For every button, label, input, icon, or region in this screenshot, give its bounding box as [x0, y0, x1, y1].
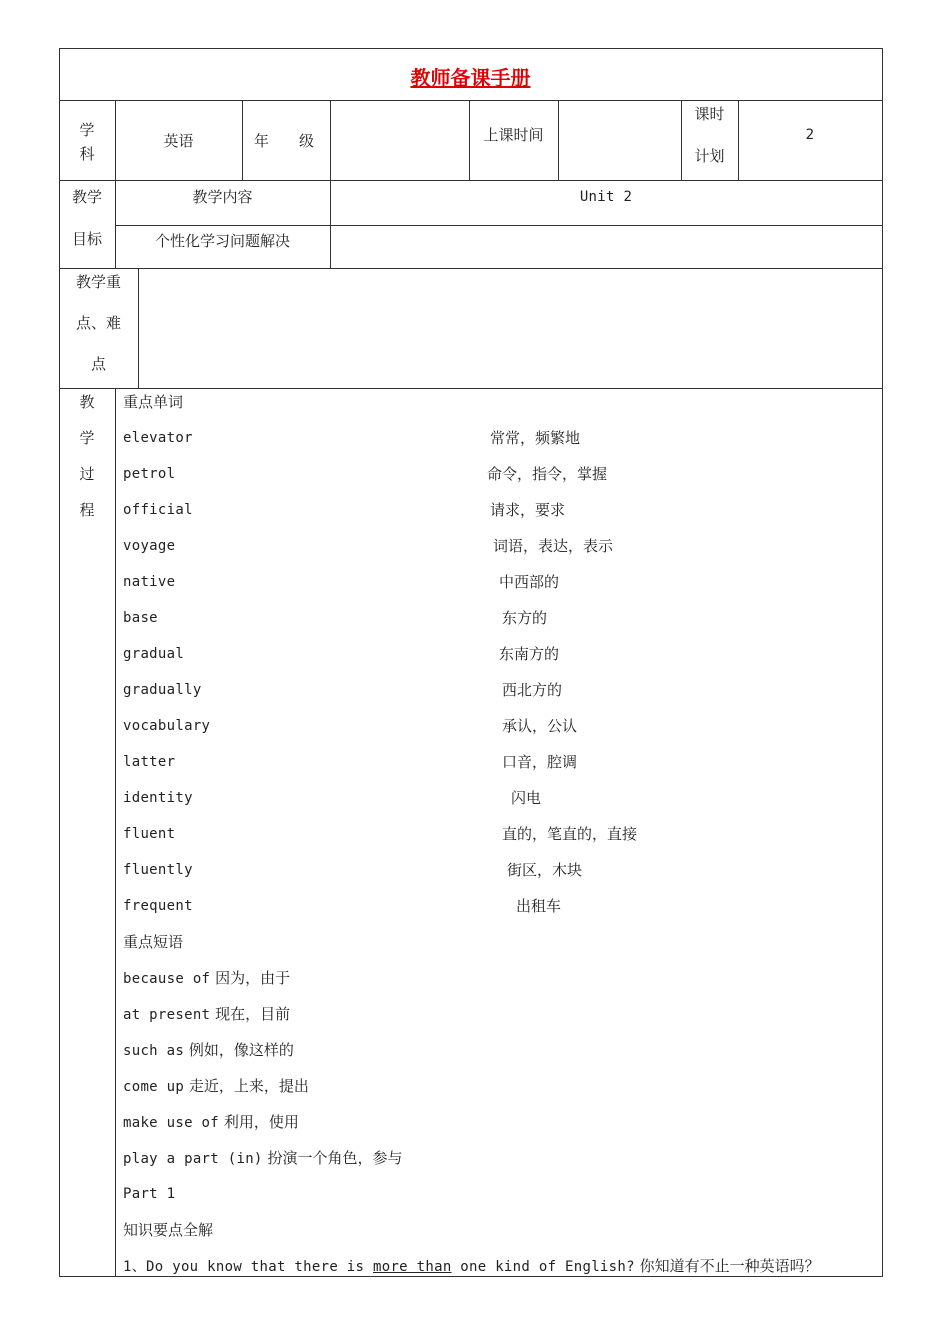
key-points-label-line1: 教学重 [75, 273, 121, 291]
phrase-zh: 现在，目前 [215, 1005, 291, 1023]
phrase-heading: 重点短语 [123, 933, 184, 951]
table-border-right [882, 48, 883, 1277]
phrase-zh: 利用，使用 [223, 1113, 299, 1131]
page-title: 教师备课手册 [410, 66, 531, 90]
subject-value: 英语 [163, 132, 194, 150]
vocab-en: fluently [123, 862, 193, 878]
col-divider [242, 100, 243, 180]
phrase-item [123, 1112, 299, 1133]
vocab-zh: 街区，木块 [507, 861, 583, 879]
sentence-prefix: 1、Do you know that there is [123, 1259, 373, 1275]
goals-label-line2: 目标 [71, 230, 102, 248]
vocab-zh: 西北方的 [502, 681, 563, 699]
class-time-label: 上课时间 [483, 126, 544, 144]
vocab-zh: 直的，笔直的，直接 [502, 825, 638, 843]
vocab-en: frequent [123, 898, 193, 914]
vocab-en: voyage [123, 538, 176, 554]
phrase-en: play a part (in) [123, 1151, 263, 1167]
sentence-suffix: one kind of English? [451, 1259, 635, 1275]
vocab-en: identity [123, 790, 193, 806]
phrase-en: because of [123, 971, 211, 987]
vocab-zh: 词语，表达，表示 [493, 537, 614, 555]
vocab-en: gradual [123, 646, 185, 662]
hours-value: 2 [805, 127, 815, 143]
phrase-item [123, 1004, 290, 1025]
row-divider [59, 388, 883, 389]
hours-label-line1: 课时 [694, 105, 725, 123]
process-label-char: 学 [79, 429, 95, 447]
vocab-en: petrol [123, 466, 176, 482]
phrase-en: at present [123, 1007, 211, 1023]
phrase-en: come up [123, 1079, 185, 1095]
table-border-top [59, 48, 883, 49]
vocab-en: native [123, 574, 176, 590]
sentence-translation: 你知道有不止一种英语吗？ [639, 1257, 820, 1275]
vocab-zh: 承认，公认 [502, 717, 578, 735]
vocab-en: fluent [123, 826, 176, 842]
hours-label-line2: 计划 [694, 147, 725, 165]
vocab-en: gradually [123, 682, 202, 698]
example-sentence [123, 1256, 820, 1277]
personal-label: 个性化学习问题解决 [154, 232, 290, 250]
row-divider [59, 180, 883, 181]
key-points-label-line2: 点、难 [75, 314, 121, 332]
phrase-item [123, 1076, 309, 1097]
phrase-item [123, 968, 290, 989]
row-divider [59, 100, 883, 101]
phrase-en: make use of [123, 1115, 220, 1131]
vocab-zh: 请求，要求 [490, 501, 566, 519]
phrase-zh: 例如，像这样的 [188, 1041, 294, 1059]
vocab-en: base [123, 610, 158, 626]
col-divider [115, 388, 116, 1276]
content-label: 教学内容 [192, 188, 253, 206]
phrase-item [123, 1040, 294, 1061]
subject-label: 学 科 [79, 121, 95, 163]
phrase-item [123, 1148, 402, 1169]
content-value: Unit 2 [579, 189, 633, 205]
row-divider [59, 268, 883, 269]
col-divider [558, 100, 559, 180]
process-label-char: 教 [79, 393, 95, 411]
vocab-zh: 东方的 [502, 609, 548, 627]
goals-label-line1: 教学 [71, 188, 102, 206]
vocab-zh: 中西部的 [499, 573, 560, 591]
phrase-zh: 因为，由于 [215, 969, 291, 987]
vocab-heading: 重点单词 [123, 393, 184, 411]
vocab-zh: 东南方的 [499, 645, 560, 663]
vocab-en: latter [123, 754, 176, 770]
vocab-zh: 常常，频繁地 [490, 429, 581, 447]
key-points-label-line3: 点 [90, 355, 106, 373]
col-divider [330, 100, 331, 268]
vocab-en: official [123, 502, 193, 518]
vocab-zh: 闪电 [511, 789, 542, 807]
knowledge-heading: 知识要点全解 [123, 1221, 214, 1239]
phrase-en: such as [123, 1043, 185, 1059]
process-label-char: 程 [79, 501, 95, 519]
sentence-underlined: more than [372, 1259, 452, 1275]
vocab-en: vocabulary [123, 718, 211, 734]
vocab-zh: 出租车 [516, 897, 562, 915]
vocab-en: elevator [123, 430, 193, 446]
col-divider [138, 268, 139, 388]
phrase-zh: 走近，上来，提出 [188, 1077, 309, 1095]
vocab-zh: 命令，指令，掌握 [487, 465, 608, 483]
phrase-zh: 扮演一个角色，参与 [267, 1149, 403, 1167]
part-label: Part 1 [123, 1186, 176, 1202]
vocab-zh: 口音，腔调 [502, 753, 578, 771]
process-label-char: 过 [79, 465, 95, 483]
row-divider [115, 225, 883, 226]
grade-label: 年 级 [254, 132, 315, 150]
